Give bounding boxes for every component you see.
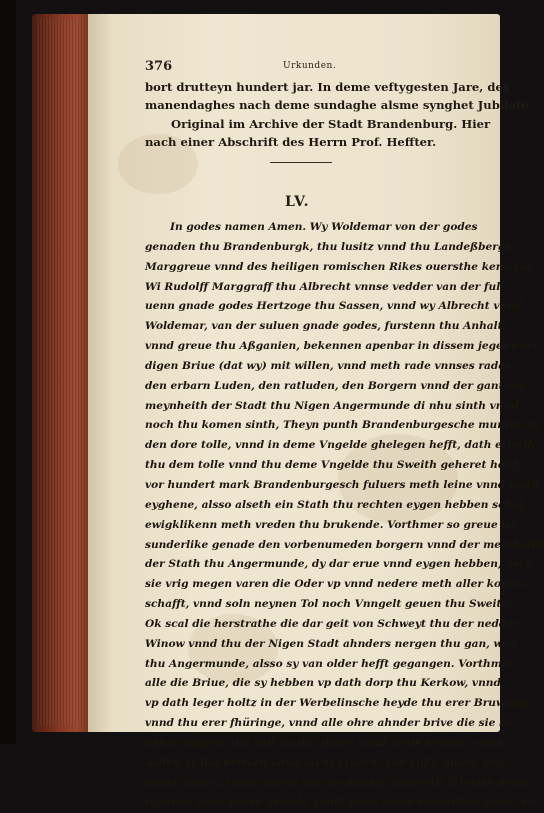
separator-rule: [270, 162, 332, 163]
text-line: Marggreue vnnd des heiligen romischen Rikes ouersthe kemerer,: [145, 260, 535, 273]
previous-document-ending: [145, 78, 533, 152]
page-header: [145, 59, 465, 75]
text-line: digen Briue (dat wy) mit willen, vnnd meth rade vnnses rades: [145, 359, 511, 372]
text-line: alle die Briue, die sy hebben vp dath dorp thu Kerkow, vnnd: [145, 677, 501, 690]
text-line: thu dem tolle vnnd thu deme Vngelde thu Sweith geheret hefft,: [145, 459, 522, 472]
text-line: sunderlike genade den vorbenumeden borgern vnnd der meinheith: [145, 538, 544, 551]
text-line: noch thu komen sinth, Theyn punth Brandenburgesche munthe in: [145, 419, 540, 432]
text-line: nach einer Abschrift des Herrn Prof. Heffter.: [145, 135, 437, 150]
text-line: wißen megen, die will wy ihn ffaste vnnd stede holden, vnnd: [145, 736, 503, 749]
text-line: ewigklikenn meth vreden thu brukende. Vorthmer so greue wy: [145, 518, 517, 531]
text-line: den dore tolle, vnnd in deme Vngelde ghelegen hefft, dath erewile: [145, 439, 539, 452]
text-line: vp dath leger holtz in der Werbelinsche heyde thu erer Bruwinge: [145, 697, 531, 710]
text-line: legunge vnnd desse genade gantz vnnd stede ewichliken bliue, so: [145, 796, 535, 809]
text-line: vnnd greue thu Aßganien, bekennen apenbar in dissem jegenwor-: [145, 340, 537, 353]
binding-shadow: [0, 0, 16, 744]
text-line: manendaghes nach deme sundaghe alsme synghet Jubilate.: [145, 98, 533, 113]
section-number: LV.: [285, 194, 310, 210]
text-line: bort drutteyn hundert jar. In deme veftygesten Jare, des: [145, 80, 510, 94]
text-line: Winow vnnd thu der Nigen Stadt ahnders nergen thu gan, wan: [145, 637, 518, 650]
text-line: Original im Archive der Stadt Brandenburg. Hier: [171, 116, 491, 131]
document-body: [145, 218, 544, 813]
text-line: sie vrig megen varen die Oder vp vnnd nedere meth aller kopen-: [145, 578, 528, 591]
text-line: thu Angermunde, alsso sy van older hefft gegangen. Vorthmer: [145, 657, 515, 670]
page-edge-lines: [36, 18, 86, 726]
text-line: der Stath thu Angermunde, dy dar erue vnnd eygen hebben, dath: [145, 558, 533, 571]
text-line: Woldemar, van der suluen gnade godes, furstenn thu Anhalt: [145, 320, 503, 333]
text-line: eyghene, alsso alseth ein Stath thu rechten eygen hebben schal,: [145, 498, 527, 511]
running-title: Urkunden.: [283, 61, 337, 71]
text-line: Ok scal die herstrathe die dar geit von Schweyt thu der nedder: [145, 617, 519, 630]
page-number: 376: [145, 59, 173, 74]
text-line: genaden thu Brandenburgk, thu lusitz vnnd thu Landeßbergh: [145, 240, 513, 253]
text-line: In godes namen Amen. Wy Woldemar von der godes: [170, 221, 478, 233]
text-line: vor hundert mark Brandenburgesch fuluers meth leine vnnd meth: [145, 478, 540, 491]
text-line: schafft, vnnd soln neynen Tol noch Vnngelt geuen thu Sweith.: [145, 598, 513, 611]
text-line: vnnd thu erer fhüringe, vnnd alle ohre ahnder brive die sie be-: [145, 717, 518, 730]
text-line: meynheith der Stadt thu Nigen Angermunde di nhu sinth vnnd: [145, 399, 519, 412]
text-line: uenn gnade godes Hertzoge thu Sassen, vnnd wy Albrecht vnnd: [145, 300, 523, 313]
text-line: Wi Rudolff Marggraff thu Albrecht vnnse vedder van der ful-: [145, 280, 505, 293]
text-line: willen sy ihn bettern vnnd nicht ergern, vnd vnße gnade ehn: [145, 756, 505, 769]
text-line: mede deylen, vund meren war wy mestep by werth (?) dath desse: [145, 776, 531, 789]
text-line: den erbarn Luden, den ratluden, den Borgern vnnd der gantzen: [145, 379, 524, 392]
